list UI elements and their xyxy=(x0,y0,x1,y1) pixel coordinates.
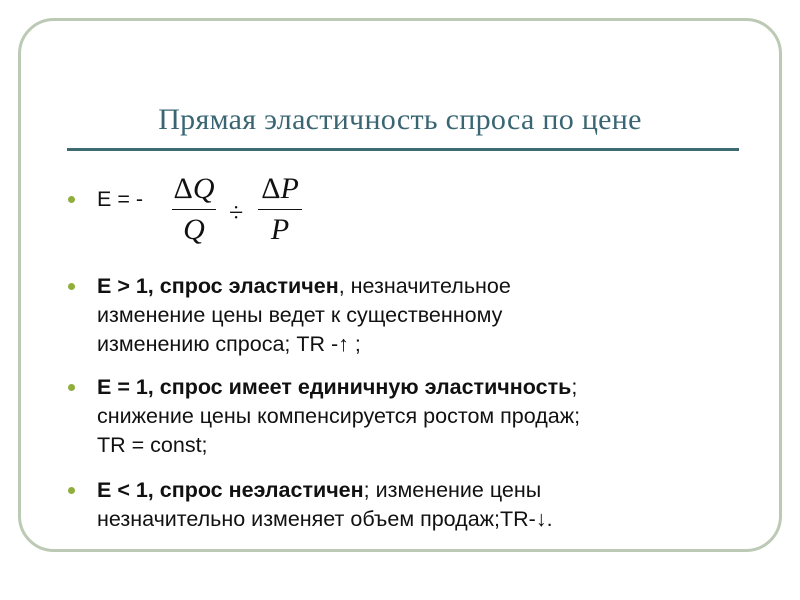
bullet-line: TR = const; xyxy=(97,433,208,457)
fraction-numerator: ΔP xyxy=(261,172,299,205)
fraction-bar xyxy=(258,209,302,210)
fraction-delta-q-over-q xyxy=(172,172,216,247)
bullet-dot xyxy=(68,384,75,391)
bullet-line: изменению спроса; TR -↑ ; xyxy=(97,332,361,356)
divide-sign: ÷ xyxy=(229,198,244,227)
bullet-text: ; изменение цены xyxy=(363,478,542,502)
fraction-delta-p-over-p xyxy=(258,172,302,247)
bullet-line: изменение цены ведет к существенному xyxy=(97,303,503,327)
bullet-dot xyxy=(68,487,75,494)
bullet-bold-text: E = 1, спрос имеет единичную эластичность xyxy=(97,375,572,399)
bullet-text: ; xyxy=(571,375,578,399)
title-divider xyxy=(67,148,739,151)
fraction-denominator: P xyxy=(270,213,290,246)
formula-lhs: E = - xyxy=(97,187,144,211)
bullet-text: , незначительное xyxy=(338,274,511,298)
bullet-dot xyxy=(68,196,75,203)
bullet-line: снижение цены компенсируется ростом продаж; xyxy=(97,404,581,428)
bullet-bold-text: E < 1, спрос неэластичен xyxy=(97,478,364,502)
slide-title: Прямая эластичность спроса по цене xyxy=(158,103,642,136)
fraction-bar xyxy=(172,209,216,210)
bullet-line xyxy=(97,273,511,300)
fraction-denominator: Q xyxy=(183,213,205,246)
bullet-line xyxy=(97,477,541,504)
bullet-dot xyxy=(68,283,75,290)
fraction-numerator: ΔQ xyxy=(173,172,215,205)
bullet-line xyxy=(97,374,577,401)
bullet-bold-text: E > 1, спрос эластичен xyxy=(97,274,339,298)
bullet-line: незначительно изменяет объем продаж;TR-↓. xyxy=(97,507,553,531)
